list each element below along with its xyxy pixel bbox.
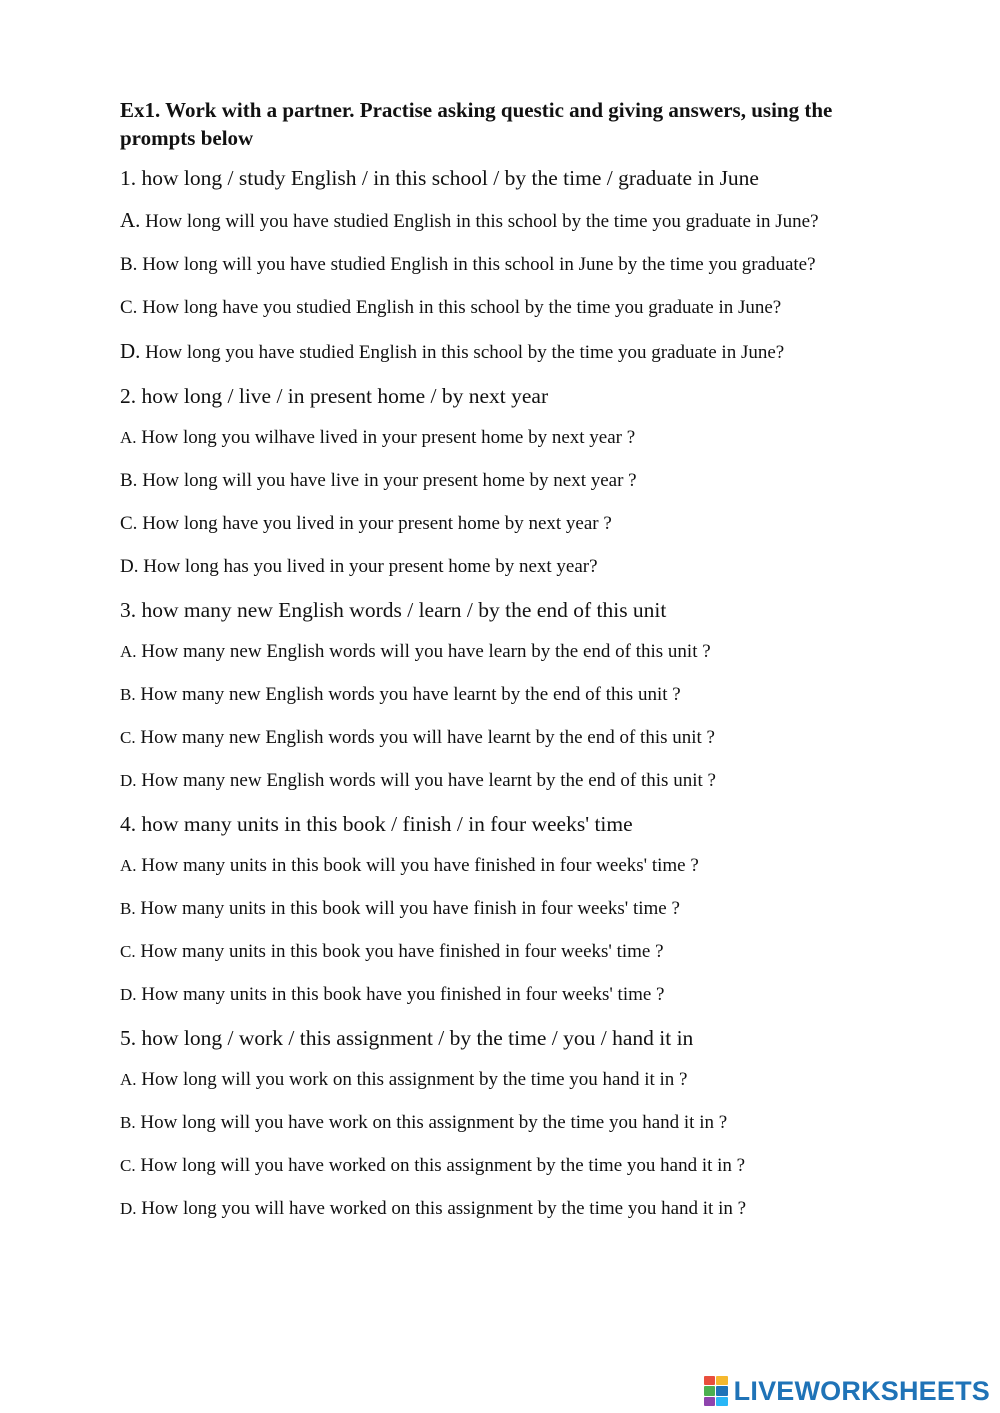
logo-mark-cell xyxy=(704,1386,716,1395)
option-letter: C. xyxy=(120,942,136,961)
question-prompt: 3. how many new English words / learn / by the end of this unit xyxy=(120,598,667,622)
option-text: How many units in this book will you have finished in four weeks' time ? xyxy=(136,855,699,876)
logo-mark-cell xyxy=(704,1397,716,1406)
option-text: How long will you have live in your present home by next year ? xyxy=(137,470,637,491)
option-letter: A. xyxy=(120,428,137,447)
option-text: How long will you have studied English in this school by the time you graduate in June? xyxy=(140,211,819,232)
question-4 xyxy=(120,810,900,1009)
logo-mark-cell xyxy=(716,1386,728,1395)
question-5 xyxy=(120,1024,900,1223)
option-letter: D. xyxy=(120,339,141,363)
option-c xyxy=(120,1152,900,1180)
option-letter: A. xyxy=(120,856,137,875)
option-text: How many new English words will you have learn by the end of this unit ? xyxy=(136,641,711,662)
option-b xyxy=(120,251,900,279)
liveworksheets-logo-icon xyxy=(704,1376,728,1406)
option-d xyxy=(120,1195,900,1223)
question-1 xyxy=(120,164,900,367)
option-text: How long you will have worked on this assignment by the time you hand it in ? xyxy=(136,1198,747,1219)
option-text: How many new English words will you have learnt by the end of this unit ? xyxy=(136,770,716,791)
option-text: How many new English words you have learnt by the end of this unit ? xyxy=(135,684,681,705)
option-text: How long you wilhave lived in your present home by next year ? xyxy=(136,427,636,448)
option-letter: C. xyxy=(120,297,138,318)
option-letter: A. xyxy=(120,642,137,661)
logo-mark-cell xyxy=(704,1376,716,1385)
logo-mark-cell xyxy=(716,1376,728,1385)
option-letter: B. xyxy=(120,685,136,704)
option-letter: C. xyxy=(120,1156,136,1175)
option-a xyxy=(120,638,900,666)
option-letter: B. xyxy=(120,1113,136,1132)
option-c xyxy=(120,724,900,752)
option-text: How long has you lived in your present home by next year? xyxy=(138,556,598,577)
option-b xyxy=(120,895,900,923)
option-text: How many units in this book have you finished in four weeks' time ? xyxy=(136,984,665,1005)
option-letter: B. xyxy=(120,470,138,491)
option-text: How many units in this book will you have finish in four weeks' time ? xyxy=(135,898,680,919)
option-letter: D. xyxy=(120,771,137,790)
option-a xyxy=(120,852,900,880)
option-b xyxy=(120,467,900,495)
option-letter: B. xyxy=(120,899,136,918)
liveworksheets-logo xyxy=(704,1373,990,1409)
option-letter: D. xyxy=(120,985,137,1004)
option-a xyxy=(120,1066,900,1094)
option-d xyxy=(120,981,900,1009)
question-prompt: 4. how many units in this book / finish / in four weeks' time xyxy=(120,812,633,836)
question-2 xyxy=(120,382,900,581)
option-b xyxy=(120,1109,900,1137)
exercise-title: Ex1. Work with a partner. Practise asking questic and giving answers, using the prompts below xyxy=(120,98,833,150)
option-c xyxy=(120,938,900,966)
option-letter: B. xyxy=(120,254,138,275)
option-b xyxy=(120,681,900,709)
option-text: How many new English words you will have learnt by the end of this unit ? xyxy=(135,727,715,748)
option-text: How long will you have work on this assignment by the time you hand it in ? xyxy=(135,1112,728,1133)
option-letter: C. xyxy=(120,513,138,534)
option-c xyxy=(120,510,900,538)
option-letter: D. xyxy=(120,1199,137,1218)
option-letter: C. xyxy=(120,728,136,747)
option-text: How long will you work on this assignment by the time you hand it in ? xyxy=(136,1069,688,1090)
option-text: How long will you have worked on this assignment by the time you hand it in ? xyxy=(135,1155,746,1176)
question-prompt: 5. how long / work / this assignment / by the time / you / hand it in xyxy=(120,1026,694,1050)
option-a xyxy=(120,206,900,236)
option-d xyxy=(120,553,900,581)
worksheet xyxy=(120,96,900,1238)
option-d xyxy=(120,767,900,795)
option-d xyxy=(120,337,900,367)
option-text: How long will you have studied English in this school in June by the time you graduate? xyxy=(137,254,816,275)
option-a xyxy=(120,424,900,452)
question-prompt: 2. how long / live / in present home / by next year xyxy=(120,384,549,408)
logo-text: LIVEWORKSHEETS xyxy=(733,1375,990,1406)
option-letter: A. xyxy=(120,1070,137,1089)
option-text: How long have you lived in your present home by next year ? xyxy=(137,513,612,534)
option-letter: A. xyxy=(120,208,141,232)
question-prompt: 1. how long / study English / in this school / by the time / graduate in June xyxy=(120,166,759,190)
logo-mark-cell xyxy=(716,1397,728,1406)
question-3 xyxy=(120,596,900,795)
option-text: How long you have studied English in this school by the time you graduate in June? xyxy=(140,342,785,363)
option-text: How many units in this book you have finished in four weeks' time ? xyxy=(135,941,664,962)
option-c xyxy=(120,294,900,322)
option-letter: D. xyxy=(120,556,139,577)
option-text: How long have you studied English in this school by the time you graduate in June? xyxy=(137,297,782,318)
